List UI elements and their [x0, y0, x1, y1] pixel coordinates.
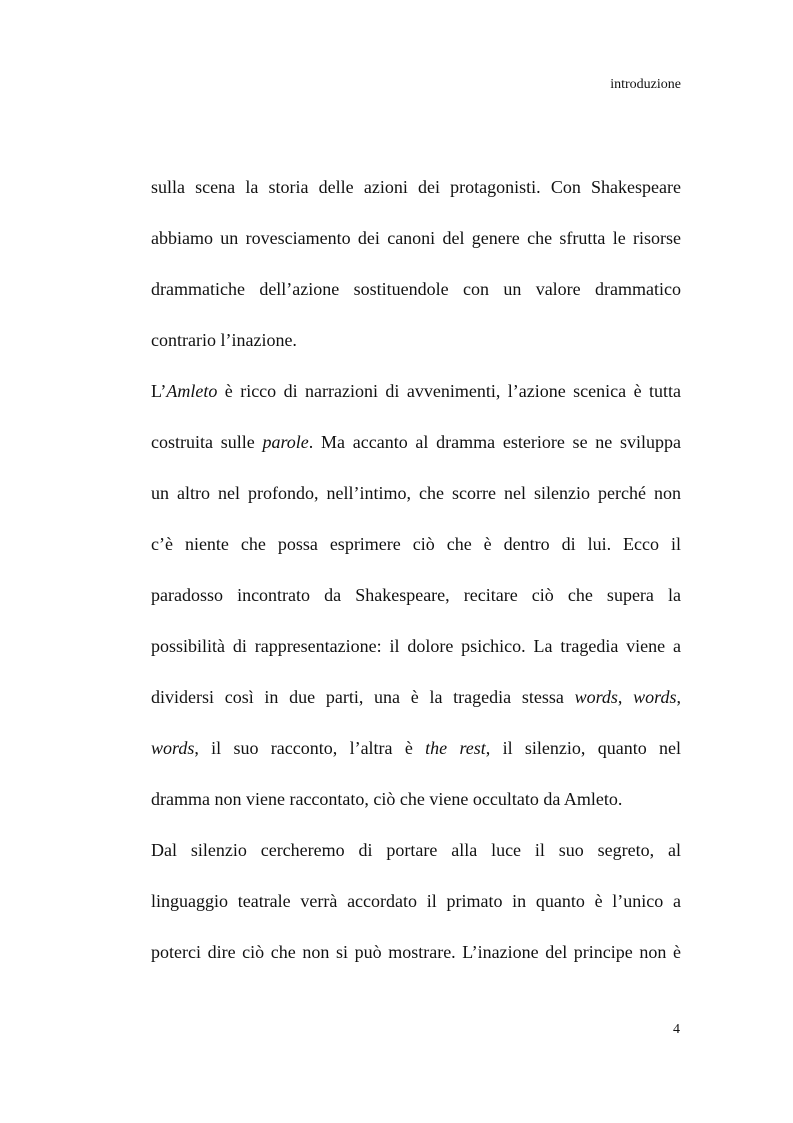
- text-line: [151, 578, 681, 629]
- italic-word: words: [151, 738, 195, 758]
- running-header: introduzione: [610, 77, 681, 92]
- italic-word: words: [633, 687, 677, 707]
- text-segment: , il suo racconto, l’altra è: [194, 738, 426, 758]
- text-line: [151, 272, 681, 323]
- text-segment: dramma non viene raccontato, ciò che viene occultato da Amleto.: [151, 789, 623, 809]
- text-segment: Dal silenzio cercheremo di portare alla luce il suo segreto, al: [151, 840, 681, 860]
- text-segment: paradosso incontrato da Shakespeare, recitare ciò che supera la: [151, 585, 681, 605]
- text-segment: linguaggio teatrale verrà accordato il primato in quanto è l’unico a: [151, 891, 681, 911]
- body-text: [151, 170, 681, 986]
- paragraph: [151, 170, 681, 374]
- paragraph: [151, 833, 681, 986]
- text-segment: drammatiche dell’azione sostituendole con un valore drammatico: [151, 279, 681, 299]
- text-line: [151, 476, 681, 527]
- paragraph: [151, 374, 681, 833]
- text-segment: costruita sulle: [151, 432, 263, 452]
- text-segment: . Ma accanto al dramma esteriore se ne sviluppa: [308, 432, 682, 452]
- text-segment: poterci dire ciò che non si può mostrare. L’inazione del principe non è: [151, 942, 681, 962]
- text-line: [151, 833, 681, 884]
- italic-word: parole: [262, 432, 309, 452]
- text-line: [151, 323, 681, 374]
- text-segment: abbiamo un rovesciamento dei canoni del genere che sfrutta le risorse: [151, 228, 681, 248]
- text-segment: , il silenzio, quanto nel: [485, 738, 682, 758]
- text-line: [151, 374, 681, 425]
- text-line: [151, 782, 681, 833]
- text-line: [151, 884, 681, 935]
- text-segment: sulla scena la storia delle azioni dei protagonisti. Con Shakespeare: [151, 177, 681, 197]
- text-segment: possibilità di rappresentazione: il dolore psichico. La tragedia viene a: [151, 636, 681, 656]
- text-segment: ,: [617, 687, 634, 707]
- text-line: [151, 629, 681, 680]
- text-line: [151, 527, 681, 578]
- italic-word: words: [574, 687, 618, 707]
- text-line: [151, 680, 681, 731]
- text-line: [151, 731, 681, 782]
- page-number: 4: [673, 1022, 680, 1037]
- text-line: [151, 221, 681, 272]
- text-segment: contrario l’inazione.: [151, 330, 297, 350]
- text-segment: ,: [676, 687, 681, 707]
- text-line: [151, 170, 681, 221]
- text-segment: c’è niente che possa esprimere ciò che è dentro di lui. Ecco il: [151, 534, 681, 554]
- italic-title: Amleto: [166, 381, 218, 401]
- text-segment: L’: [151, 381, 167, 401]
- text-segment: dividersi così in due parti, una è la tragedia stessa: [151, 687, 575, 707]
- text-segment: è ricco di narrazioni di avvenimenti, l’azione scenica è tutta: [217, 381, 681, 401]
- text-segment: un altro nel profondo, nell’intimo, che scorre nel silenzio perché non: [151, 483, 681, 503]
- text-line: [151, 425, 681, 476]
- text-line: [151, 935, 681, 986]
- italic-phrase: the rest: [425, 738, 486, 758]
